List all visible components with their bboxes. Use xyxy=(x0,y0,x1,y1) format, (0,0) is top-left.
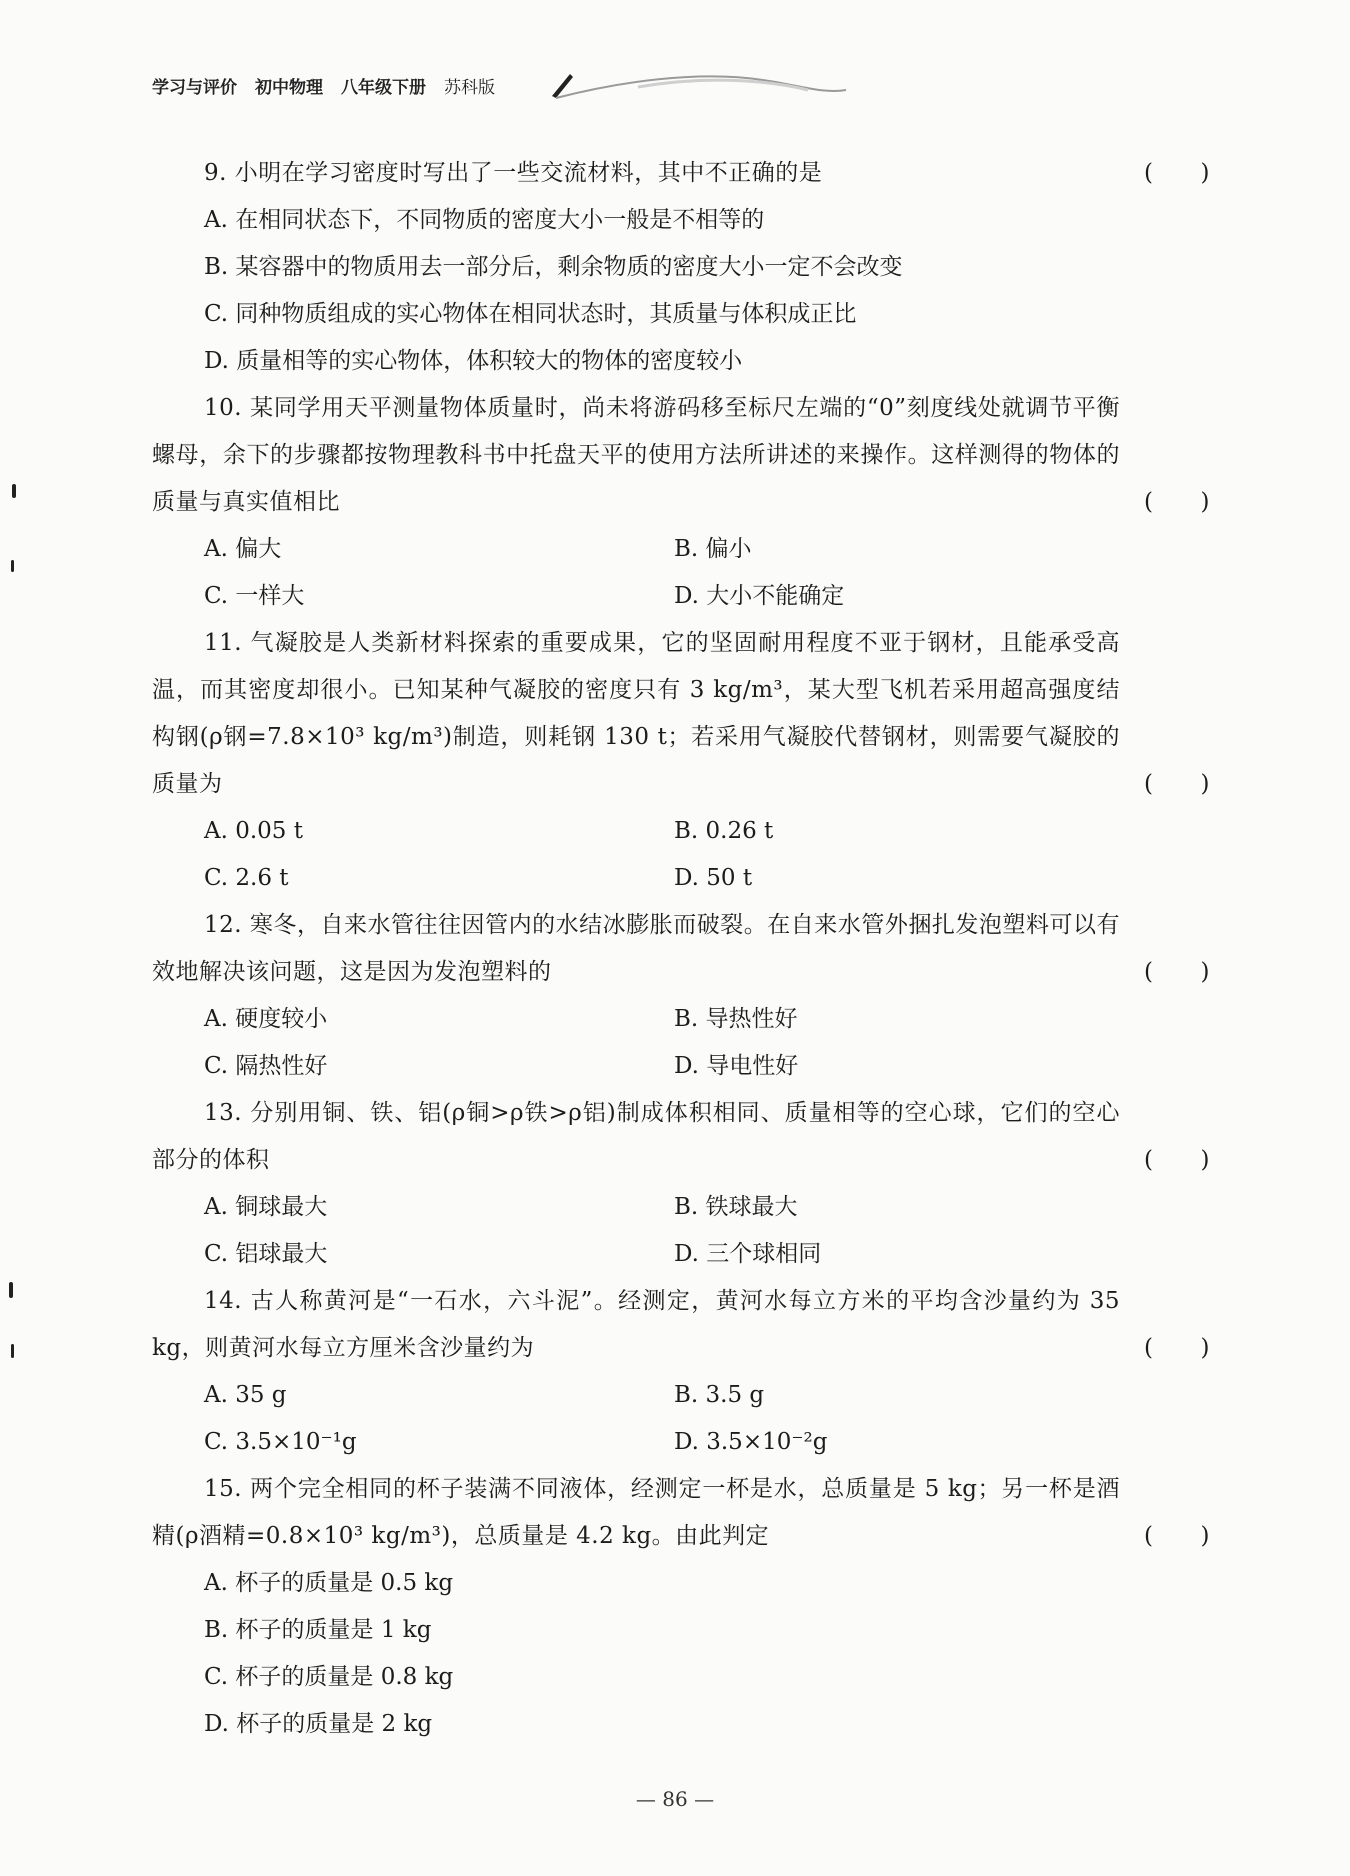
question-block xyxy=(152,902,1210,996)
question-block xyxy=(152,385,1210,526)
question-block xyxy=(152,1090,1210,1184)
answer-option: B. 某容器中的物质用去一部分后，剩余物质的密度大小一定不会改变 xyxy=(204,254,903,280)
answer-option: B. 导热性好 xyxy=(674,1006,798,1032)
option-list xyxy=(204,526,1210,620)
answer-option: D. 三个球相同 xyxy=(674,1241,822,1267)
option-row xyxy=(204,573,1210,620)
answer-option: C. 隔热性好 xyxy=(204,1053,328,1079)
option-list xyxy=(204,197,1210,385)
answer-bracket: ( ) xyxy=(1144,1335,1210,1361)
answer-bracket: ( ) xyxy=(1144,771,1210,797)
answer-option: A. 铜球最大 xyxy=(204,1194,328,1220)
question-item xyxy=(152,1090,1210,1278)
answer-option: C. 同种物质组成的实心物体在相同状态时，其质量与体积成正比 xyxy=(204,301,857,327)
scan-artifact xyxy=(11,1344,14,1358)
option-row xyxy=(204,1184,1210,1231)
answer-option: D. 50 t xyxy=(674,865,753,891)
scan-artifact xyxy=(9,1282,13,1298)
question-list xyxy=(152,150,1210,1748)
question-item xyxy=(152,385,1210,620)
question-stem: 11. 气凝胶是人类新材料探索的重要成果，它的坚固耐用程度不亚于钢材，且能承受高温，而其密度却很小。已知某种气凝胶的密度只有 3 kg/m³，某大型飞机若采用超高强度结构钢(ρ钢=7.8×10³ kg/m³)制造，则耗钢 130 t；若采用气凝胶代替钢材，则需要气凝胶的质量为 xyxy=(152,630,1120,797)
answer-option: A. 在相同状态下，不同物质的密度大小一般是不相等的 xyxy=(204,207,765,233)
scan-artifact xyxy=(12,484,16,498)
answer-bracket: ( ) xyxy=(1144,160,1210,186)
option-row xyxy=(204,1372,1210,1419)
question-stem: 13. 分别用铜、铁、铝(ρ铜>ρ铁>ρ铝)制成体积相同、质量相等的空心球，它们的空心部分的体积 xyxy=(152,1100,1120,1173)
answer-option: B. 杯子的质量是 1 kg xyxy=(204,1617,432,1643)
header-grade: 八年级下册 xyxy=(341,77,426,98)
option-list xyxy=(204,1560,1210,1748)
header-subject: 初中物理 xyxy=(255,77,323,98)
answer-option: A. 0.05 t xyxy=(204,818,303,844)
answer-option: C. 3.5×10⁻¹g xyxy=(204,1429,357,1455)
question-item xyxy=(152,902,1210,1090)
option-row xyxy=(204,808,1210,855)
option-row xyxy=(204,1043,1210,1090)
option-row xyxy=(204,526,1210,573)
question-item xyxy=(152,1278,1210,1466)
answer-option: C. 一样大 xyxy=(204,583,305,609)
answer-option: C. 铝球最大 xyxy=(204,1241,328,1267)
question-block xyxy=(152,1466,1210,1560)
answer-option: A. 杯子的质量是 0.5 kg xyxy=(204,1570,454,1596)
answer-option: D. 质量相等的实心物体，体积较大的物体的密度较小 xyxy=(204,348,743,374)
option-list xyxy=(204,1184,1210,1278)
answer-option: B. 3.5 g xyxy=(674,1382,765,1408)
question-block xyxy=(152,150,1210,197)
answer-option: C. 杯子的质量是 0.8 kg xyxy=(204,1664,454,1690)
answer-option: B. 0.26 t xyxy=(674,818,774,844)
option-row xyxy=(204,996,1210,1043)
answer-option: A. 硬度较小 xyxy=(204,1006,328,1032)
answer-option: A. 偏大 xyxy=(204,536,282,562)
scan-artifact xyxy=(11,560,14,572)
option-list xyxy=(204,1372,1210,1466)
question-item xyxy=(152,150,1210,385)
answer-option: D. 3.5×10⁻²g xyxy=(674,1429,828,1455)
running-header xyxy=(152,70,503,100)
option-list xyxy=(204,808,1210,902)
option-list xyxy=(204,996,1210,1090)
answer-option: A. 35 g xyxy=(204,1382,287,1408)
header-edition: 苏科版 xyxy=(444,77,495,98)
question-stem: 9. 小明在学习密度时写出了一些交流材料，其中不正确的是 xyxy=(204,160,823,186)
answer-bracket: ( ) xyxy=(1144,1523,1210,1549)
question-item xyxy=(152,620,1210,902)
option-row xyxy=(204,1419,1210,1466)
page-number: — 86 — xyxy=(635,1787,715,1811)
question-stem: 14. 古人称黄河是“一石水，六斗泥”。经测定，黄河水每立方米的平均含沙量约为 35 kg，则黄河水每立方厘米含沙量约为 xyxy=(152,1288,1120,1361)
question-item xyxy=(152,1466,1210,1748)
question-block xyxy=(152,620,1210,808)
question-stem: 12. 寒冬，自来水管往往因管内的水结冰膨胀而破裂。在自来水管外捆扎发泡塑料可以有效地解决该问题，这是因为发泡塑料的 xyxy=(152,912,1120,985)
answer-option: B. 铁球最大 xyxy=(674,1194,798,1220)
option-row xyxy=(204,855,1210,902)
option-row xyxy=(204,1231,1210,1278)
answer-option: D. 导电性好 xyxy=(674,1053,799,1079)
question-stem: 15. 两个完全相同的杯子装满不同液体，经测定一杯是水，总质量是 5 kg；另一杯是酒精(ρ酒精=0.8×10³ kg/m³)，总质量是 4.2 kg。由此判定 xyxy=(152,1476,1120,1549)
answer-option: B. 偏小 xyxy=(674,536,752,562)
header-series-title: 学习与评价 xyxy=(152,77,237,98)
pen-swoosh-decoration xyxy=(548,68,848,102)
answer-option: C. 2.6 t xyxy=(204,865,289,891)
answer-option: D. 大小不能确定 xyxy=(674,583,845,609)
answer-option: D. 杯子的质量是 2 kg xyxy=(204,1711,433,1737)
question-block xyxy=(152,1278,1210,1372)
question-stem: 10. 某同学用天平测量物体质量时，尚未将游码移至标尺左端的“0”刻度线处就调节平衡螺母，余下的步骤都按物理教科书中托盘天平的使用方法所讲述的来操作。这样测得的物体的质量与真实值相比 xyxy=(152,395,1120,515)
answer-bracket: ( ) xyxy=(1144,1147,1210,1173)
answer-bracket: ( ) xyxy=(1144,489,1210,515)
answer-bracket: ( ) xyxy=(1144,959,1210,985)
